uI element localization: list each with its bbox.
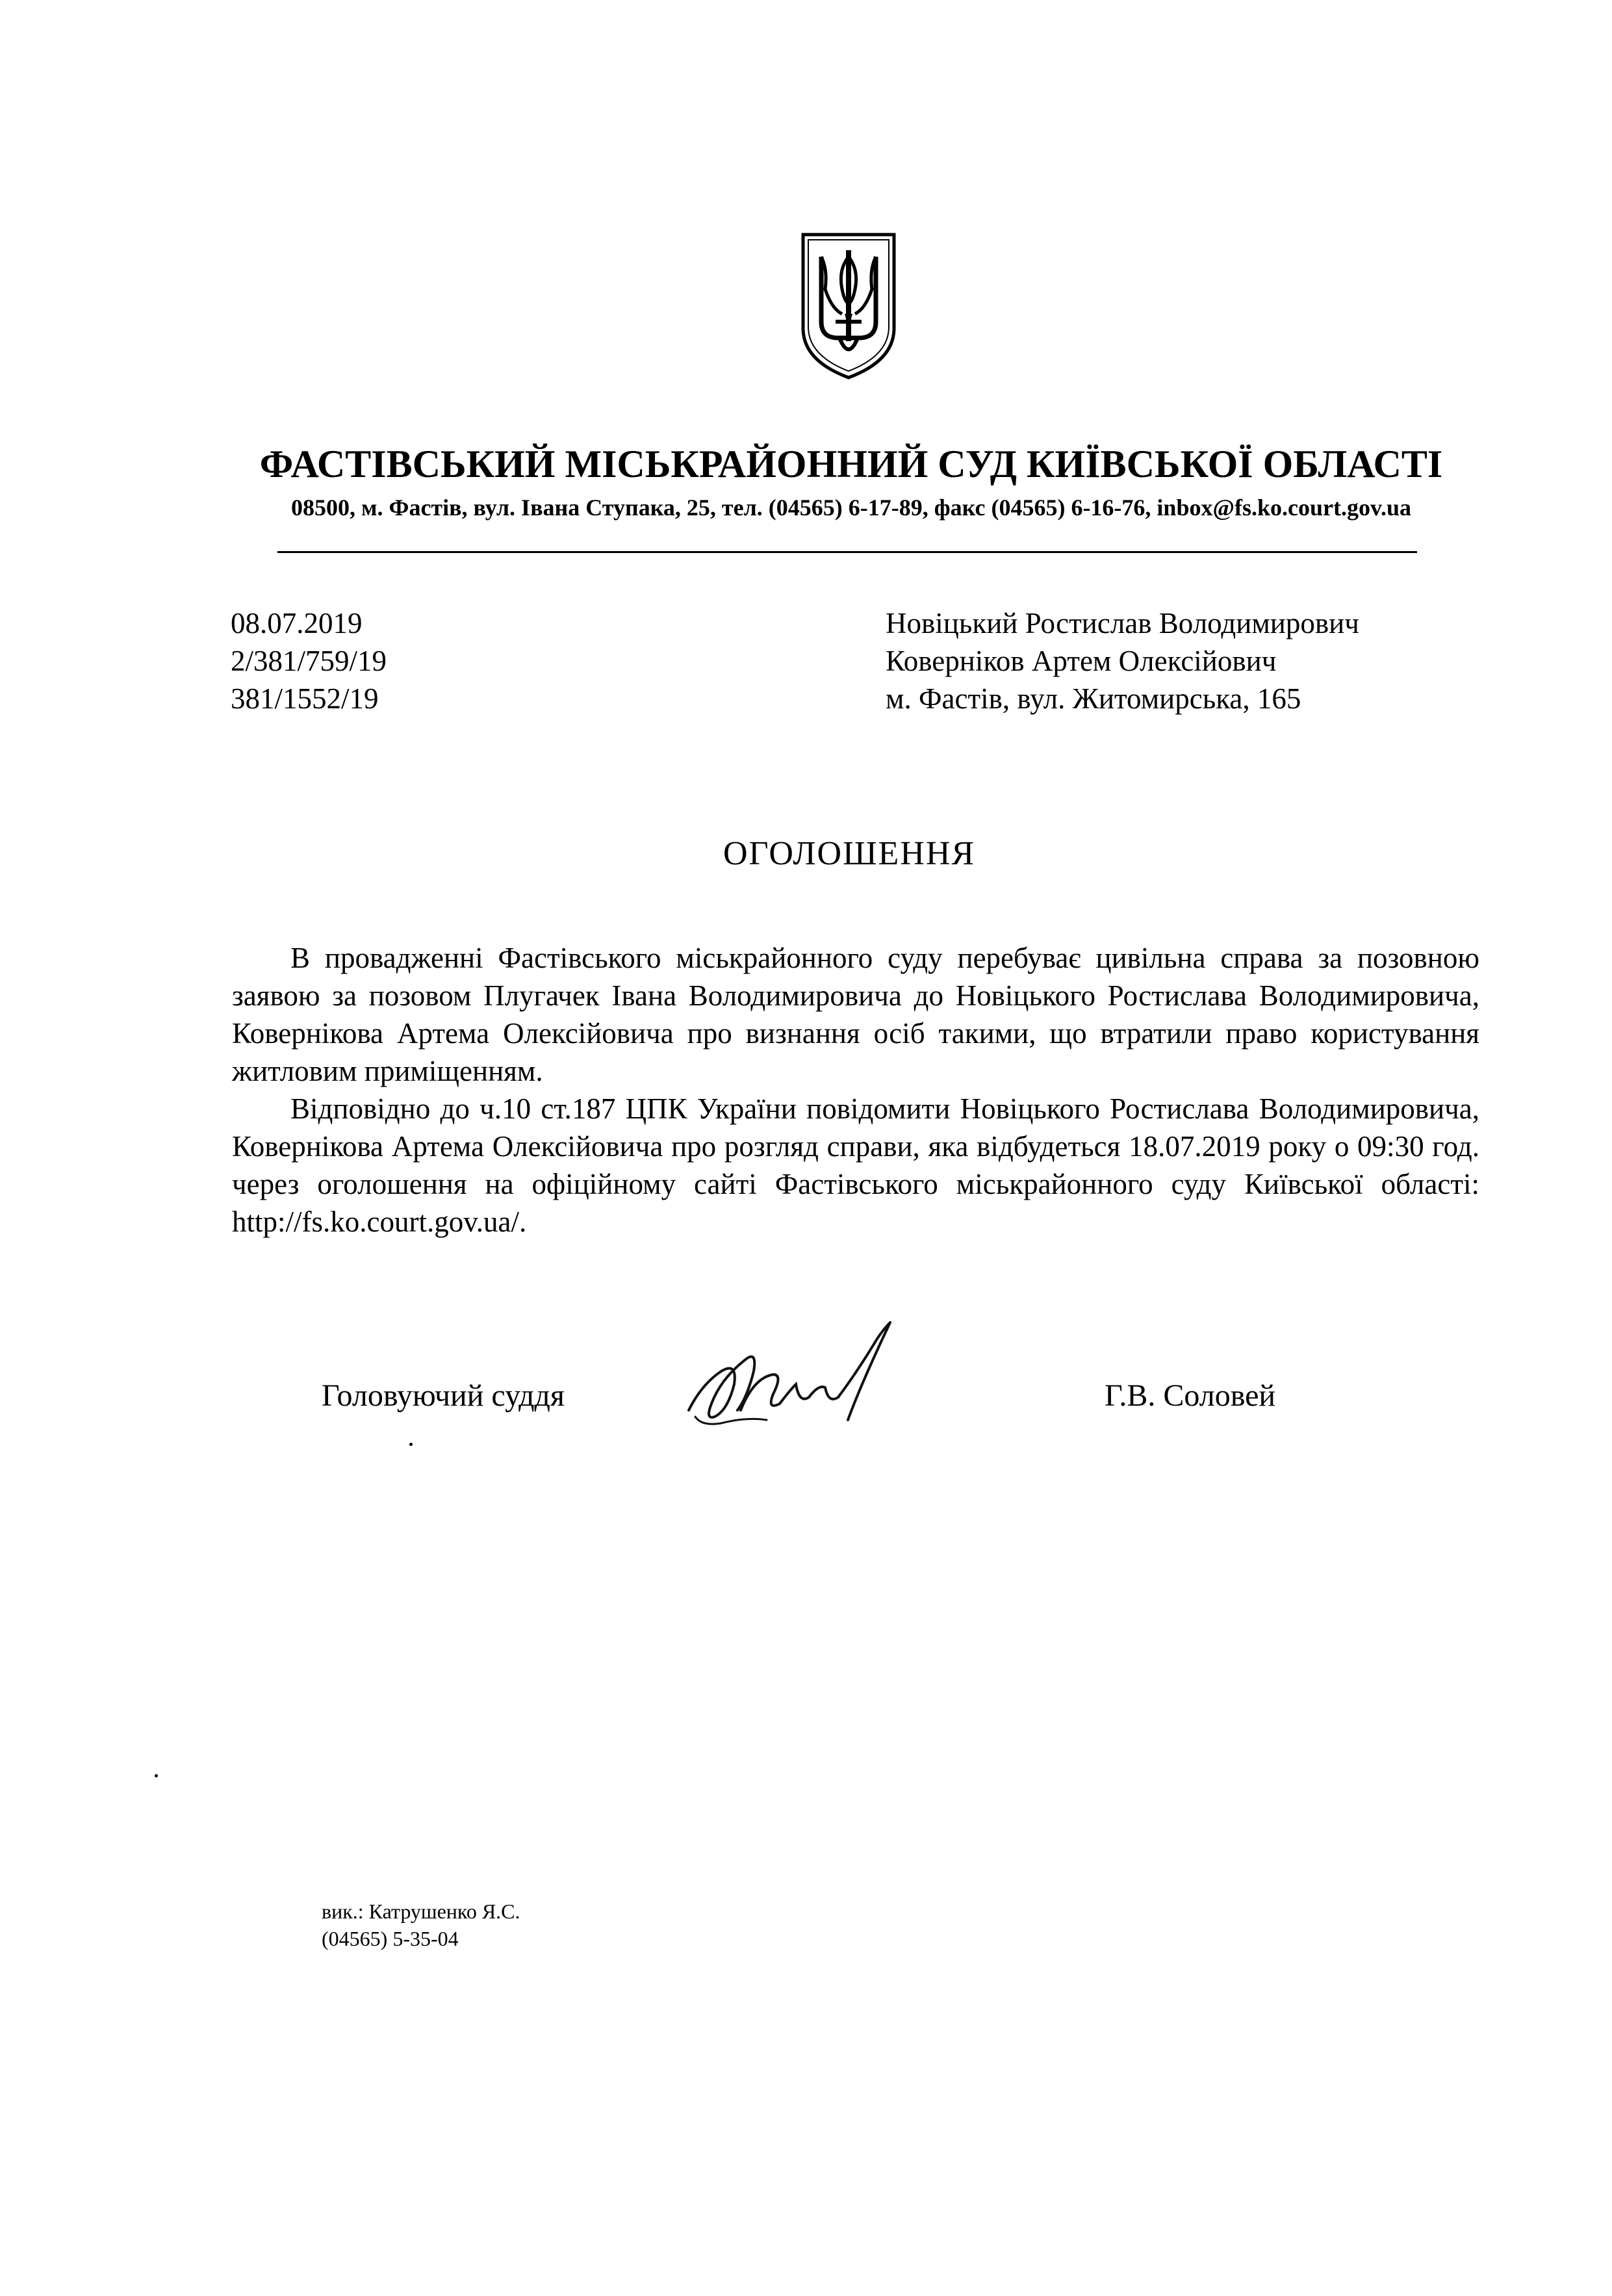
scan-speck [409,1443,413,1446]
recipients-block [886,604,1359,717]
signer-role: Головуючий суддя [322,1378,565,1413]
case-number: 2/381/759/19 [231,645,387,677]
handwritten-signature [676,1313,910,1436]
signer-name: Г.В. Соловей [1105,1378,1276,1413]
case-meta [231,604,387,717]
recipient-address: м. Фастів, вул. Житомирська, 165 [886,682,1301,715]
executor-phone: (04565) 5-35-04 [322,1927,459,1950]
court-address: 08500, м. Фастів, вул. Івана Ступака, 25, тел. (04565) 6-17-89, факс (04565) 6-16-76, inbox@fs.ko.court.gov.ua [291,495,1411,521]
body-paragraph: Відповідно до ч.10 ст.187 ЦПК України повідомити Новіцького Ростислава Володимировича, Ковернікова Артема Олексійовича про розгляд справи, яка відбудеться 18.07.2019 року о 09:30 год. через оголошення на офіційному сайті Фастівського міськрайонного суду Київської області: http://fs.ko.court.gov.ua/. [232,1092,1479,1238]
case-id: 381/1552/19 [231,682,379,715]
document-body [232,939,1479,1241]
document-title: ОГОЛОШЕННЯ [723,835,976,872]
recipient-line: Коверніков Артем Олексійович [886,645,1277,677]
document-date: 08.07.2019 [231,607,363,639]
executor-info [322,1898,520,1952]
court-name: ФАСТІВСЬКИЙ МІСЬКРАЙОННИЙ СУД КИЇВСЬКОЇ ОБЛАСТІ [259,443,1443,485]
scan-speck [155,1774,158,1777]
recipient-line: Новіцький Ростислав Володимирович [886,607,1359,639]
trident-coat-of-arms-icon [799,231,898,381]
executor-name: вик.: Катрушенко Я.С. [322,1900,520,1923]
body-paragraph: В провадженні Фастівського міськрайонного суду перебуває цивільна справа за позовною заявою за позовом Плугачек Івана Володимировича до Новіцького Ростислава Володимировича, Ковернікова Артема Олексійовича про визнання осіб такими, що втратили право користування житловим приміщенням. [232,942,1479,1087]
header-divider [277,551,1417,553]
